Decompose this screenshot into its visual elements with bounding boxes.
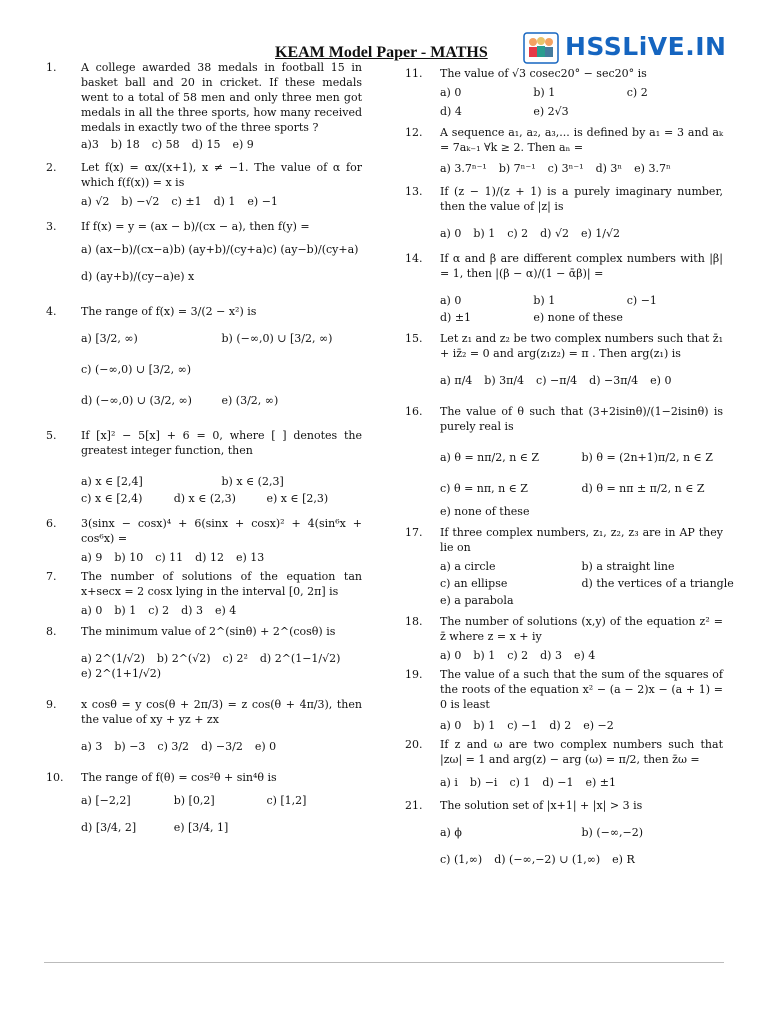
question-text: The solution set of |x+1| + |x| > 3 is <box>440 799 643 812</box>
option: d) 12 <box>195 551 224 564</box>
option: a) (ax−b)/(cx−a) <box>81 243 174 256</box>
question-text: If z and ω are two complex numbers such that |zω| = 1 and arg(z) − arg (ω) = π/2, then z̄ω = <box>440 738 723 766</box>
option: d) √2 <box>540 227 569 240</box>
option: e) −1 <box>247 195 278 208</box>
question-number: 13. <box>405 185 423 198</box>
question-number: 6. <box>46 517 57 530</box>
question-number: 4. <box>46 305 57 318</box>
question-20 <box>405 737 723 790</box>
option: c) 11 <box>155 551 184 564</box>
option: e) −2 <box>583 719 614 732</box>
question-text: The minimum value of 2^(sinθ) + 2^(cosθ) is <box>81 625 336 638</box>
option: a) 0 <box>440 719 462 732</box>
option: c) 3ⁿ⁻¹ <box>547 162 584 175</box>
question-number: 9. <box>46 698 57 711</box>
question-text: If α and β are different complex numbers with |β| = 1, then |(β − α)/(1 − ᾱβ)| = <box>440 252 723 280</box>
question-7 <box>46 569 362 618</box>
option: d) 2 <box>549 719 572 732</box>
option: b) 1 <box>533 294 556 307</box>
question-number: 5. <box>46 429 57 442</box>
question-text: The value of θ such that (3+2isinθ)/(1−2isinθ) is purely real is <box>440 405 723 433</box>
option: a) [3/2, ∞) <box>81 332 138 345</box>
question-18 <box>405 614 723 663</box>
option: d) (−∞,0) ∪ (3/2, ∞) <box>81 394 192 407</box>
option: b) 1 <box>473 227 496 240</box>
question-15 <box>405 331 723 388</box>
option: c) 2 <box>507 649 529 662</box>
option: b) 10 <box>114 551 144 564</box>
question-text: If [x]² − 5[x] + 6 = 0, where [ ] denotes the greatest integer function, then <box>81 429 362 457</box>
option: b) 1 <box>473 649 496 662</box>
option: e) x <box>173 270 195 283</box>
option: e) 13 <box>235 551 265 564</box>
question-10 <box>46 770 362 835</box>
option: d) 3 <box>540 649 562 662</box>
option: e) ±1 <box>585 776 616 789</box>
option: d) −3/2 <box>201 740 243 753</box>
question-text: The number of solutions (x,y) of the equation z² = z̄ where z = x + iy <box>440 615 723 643</box>
question-text: The range of f(θ) = cos²θ + sin⁴θ is <box>81 771 277 784</box>
option: a) π/4 <box>440 374 473 387</box>
option: c) 1 <box>509 776 531 789</box>
right-column <box>405 60 734 867</box>
option: d) 3ⁿ <box>595 162 623 175</box>
question-12 <box>405 125 723 176</box>
question-number: 7. <box>46 570 57 583</box>
option: b) −i <box>469 776 498 789</box>
option: c) 2 <box>148 604 170 617</box>
option: d) (ay+b)/(cy−a) <box>81 270 174 283</box>
option: d) θ = nπ ± π/2, n ∈ Z <box>581 482 705 495</box>
option: a) 0 <box>440 86 462 99</box>
option: e) none of these <box>440 505 530 518</box>
option: e) [3/4, 1] <box>173 821 229 834</box>
question-5 <box>46 428 362 506</box>
question-number: 17. <box>405 526 423 539</box>
option: b) 18 <box>110 138 140 151</box>
question-number: 18. <box>405 615 423 628</box>
option: d) the vertices of a triangle <box>581 577 734 590</box>
page-title: KEAM Model Paper - MATHS <box>275 44 488 61</box>
option: e) x ∈ [2,3) <box>266 492 329 505</box>
question-text: A college awarded 38 medals in football 15 in basket ball and 20 in cricket. If these medals went to a total of 58 men and only three men got medals in all the three sports, how many received medals in exactly two of the three sports ? <box>81 61 362 134</box>
question-6 <box>46 516 362 565</box>
option: e) 0 <box>650 374 672 387</box>
option: d) (−∞,−2) ∪ (1,∞) <box>494 853 601 866</box>
option: e) (3/2, ∞) <box>221 394 279 407</box>
question-number: 10. <box>46 771 64 784</box>
option: e) 2√3 <box>533 105 569 118</box>
question-text: x cosθ = y cos(θ + 2π/3) = z cos(θ + 4π/3), then the value of xy + yz + zx <box>81 698 362 726</box>
option: c) ±1 <box>171 195 202 208</box>
option: e) R <box>612 853 635 866</box>
option: a) [−2,2] <box>81 794 131 807</box>
option: c) 2 <box>626 86 648 99</box>
option: c) 3/2 <box>157 740 190 753</box>
option: a) x ∈ [2,4] <box>81 475 143 488</box>
question-number: 3. <box>46 220 57 233</box>
question-number: 21. <box>405 799 423 812</box>
option: e) 4 <box>573 649 596 662</box>
left-column <box>46 60 362 835</box>
option: a) 2^(1/√2) <box>81 652 145 665</box>
option: b) 1 <box>533 86 556 99</box>
question-number: 2. <box>46 161 57 174</box>
option: d) 1 <box>213 195 236 208</box>
option: b) (−∞,−2) <box>581 826 644 839</box>
logo-text: HSSLiVE.IN <box>565 32 727 61</box>
option: c) −1 <box>626 294 657 307</box>
option: a) 0 <box>81 604 103 617</box>
footer-divider <box>44 962 724 963</box>
option: b) 1 <box>114 604 137 617</box>
option: e) a parabola <box>440 594 514 607</box>
option: d) 2^(1−1/√2) <box>259 652 341 665</box>
question-text: 3(sinx − cosx)⁴ + 6(sinx + cosx)² + 4(sin⁶x + cos⁶x) = <box>81 517 362 545</box>
option: a) ϕ <box>440 826 462 839</box>
option: d) ±1 <box>440 311 472 324</box>
option: c) (ay−b)/(cy+a) <box>266 243 359 256</box>
option: b) (−∞,0) ∪ [3/2, ∞) <box>221 332 333 345</box>
question-number: 20. <box>405 738 423 751</box>
option: b) a straight line <box>581 560 675 573</box>
option: a) i <box>440 776 458 789</box>
option: a) 9 <box>81 551 103 564</box>
question-8 <box>46 624 362 681</box>
question-13 <box>405 184 723 241</box>
option: c) (−∞,0) ∪ [3/2, ∞) <box>81 363 192 376</box>
question-17 <box>405 525 734 608</box>
option: c) x ∈ [2,4) <box>81 492 143 505</box>
option: e) 1/√2 <box>580 227 620 240</box>
question-11 <box>405 66 723 119</box>
option: e) 0 <box>254 740 277 753</box>
question-number: 12. <box>405 126 423 139</box>
question-2 <box>46 160 362 209</box>
option: d) [3/4, 2] <box>81 821 137 834</box>
option: c) an ellipse <box>440 577 508 590</box>
option: d) 15 <box>191 138 221 151</box>
question-number: 14. <box>405 252 423 265</box>
question-16 <box>405 404 723 519</box>
option: a) √2 <box>81 195 110 208</box>
option: a) 0 <box>440 649 462 662</box>
option: b) 7ⁿ⁻¹ <box>498 162 536 175</box>
option: c) 2 <box>507 227 529 240</box>
option: b) (ay+b)/(cy+a) <box>173 243 267 256</box>
question-3 <box>46 219 362 284</box>
question-text: The number of solutions of the equation tan x+secx = 2 cosx lying in the interval [0, 2π] is <box>81 570 362 598</box>
question-number: 19. <box>405 668 423 681</box>
question-text: The value of a such that the sum of the squares of the roots of the equation x² − (a − 2)x − (a + 1) = 0 is least <box>440 668 723 711</box>
option: b) −√2 <box>121 195 160 208</box>
option: c) θ = nπ, n ∈ Z <box>440 482 528 495</box>
question-9 <box>46 697 362 754</box>
question-14 <box>405 251 723 325</box>
question-text: Let z₁ and z₂ be two complex numbers such that z̄₁ + iz̄₂ = 0 and arg(z₁z₂) = π . Then arg(z₁) is <box>440 332 723 360</box>
option: b) 3π/4 <box>484 374 525 387</box>
question-text: The range of f(x) = 3/(2 − x²) is <box>81 305 257 318</box>
option: d) −1 <box>542 776 574 789</box>
question-21 <box>405 798 723 867</box>
question-text: If three complex numbers, z₁, z₂, z₃ are in AP they lie on <box>440 526 723 554</box>
option: b) θ = (2n+1)π/2, n ∈ Z <box>581 451 713 464</box>
option: d) x ∈ (2,3) <box>173 492 236 505</box>
option: c) 2² <box>222 652 248 665</box>
question-number: 11. <box>405 67 423 80</box>
option: d) 3 <box>181 604 203 617</box>
question-text: If (z − 1)/(z + 1) is a purely imaginary number, then the value of |z| is <box>440 185 723 213</box>
option: d) 4 <box>440 105 462 118</box>
option: c) −1 <box>507 719 538 732</box>
question-4 <box>46 304 362 408</box>
option: b) x ∈ (2,3] <box>221 475 284 488</box>
option: c) −π/4 <box>536 374 578 387</box>
option: e) none of these <box>533 311 623 324</box>
question-number: 15. <box>405 332 423 345</box>
option: c) 58 <box>151 138 180 151</box>
option: a) 3 <box>81 740 103 753</box>
option: c) (1,∞) <box>440 853 483 866</box>
option: b) 2^(√2) <box>156 652 211 665</box>
option: a) 0 <box>440 227 462 240</box>
option: e) 3.7ⁿ <box>634 162 671 175</box>
option: b) 1 <box>473 719 496 732</box>
question-number: 1. <box>46 61 57 74</box>
option: e) 4 <box>214 604 237 617</box>
question-text: Let f(x) = αx/(x+1), x ≠ −1. The value of α for which f(f(x)) = x is <box>81 161 362 189</box>
option: e) 9 <box>232 138 254 151</box>
question-number: 16. <box>405 405 423 418</box>
option: b) [0,2] <box>173 794 215 807</box>
option: b) −3 <box>114 740 146 753</box>
option: a) θ = nπ/2, n ∈ Z <box>440 451 540 464</box>
question-number: 8. <box>46 625 57 638</box>
option: a) 0 <box>440 294 462 307</box>
option: a) 3.7ⁿ⁻¹ <box>440 162 487 175</box>
question-1 <box>46 60 362 152</box>
option: e) 2^(1+1/√2) <box>81 667 162 680</box>
option: a) a circle <box>440 560 496 573</box>
question-text: If f(x) = y = (ax − b)/(cx − a), then f(y) = <box>81 220 310 233</box>
option: a)3 <box>81 138 99 151</box>
question-text: A sequence a₁, a₂, a₃,... is defined by a₁ = 3 and aₖ = 7aₖ₋₁ ∀k ≥ 2. Then aₙ = <box>440 126 723 154</box>
question-19 <box>405 667 723 733</box>
question-text: The value of √3 cosec20° − sec20° is <box>440 67 647 80</box>
option: c) [1,2] <box>266 794 307 807</box>
option: d) −3π/4 <box>589 374 639 387</box>
